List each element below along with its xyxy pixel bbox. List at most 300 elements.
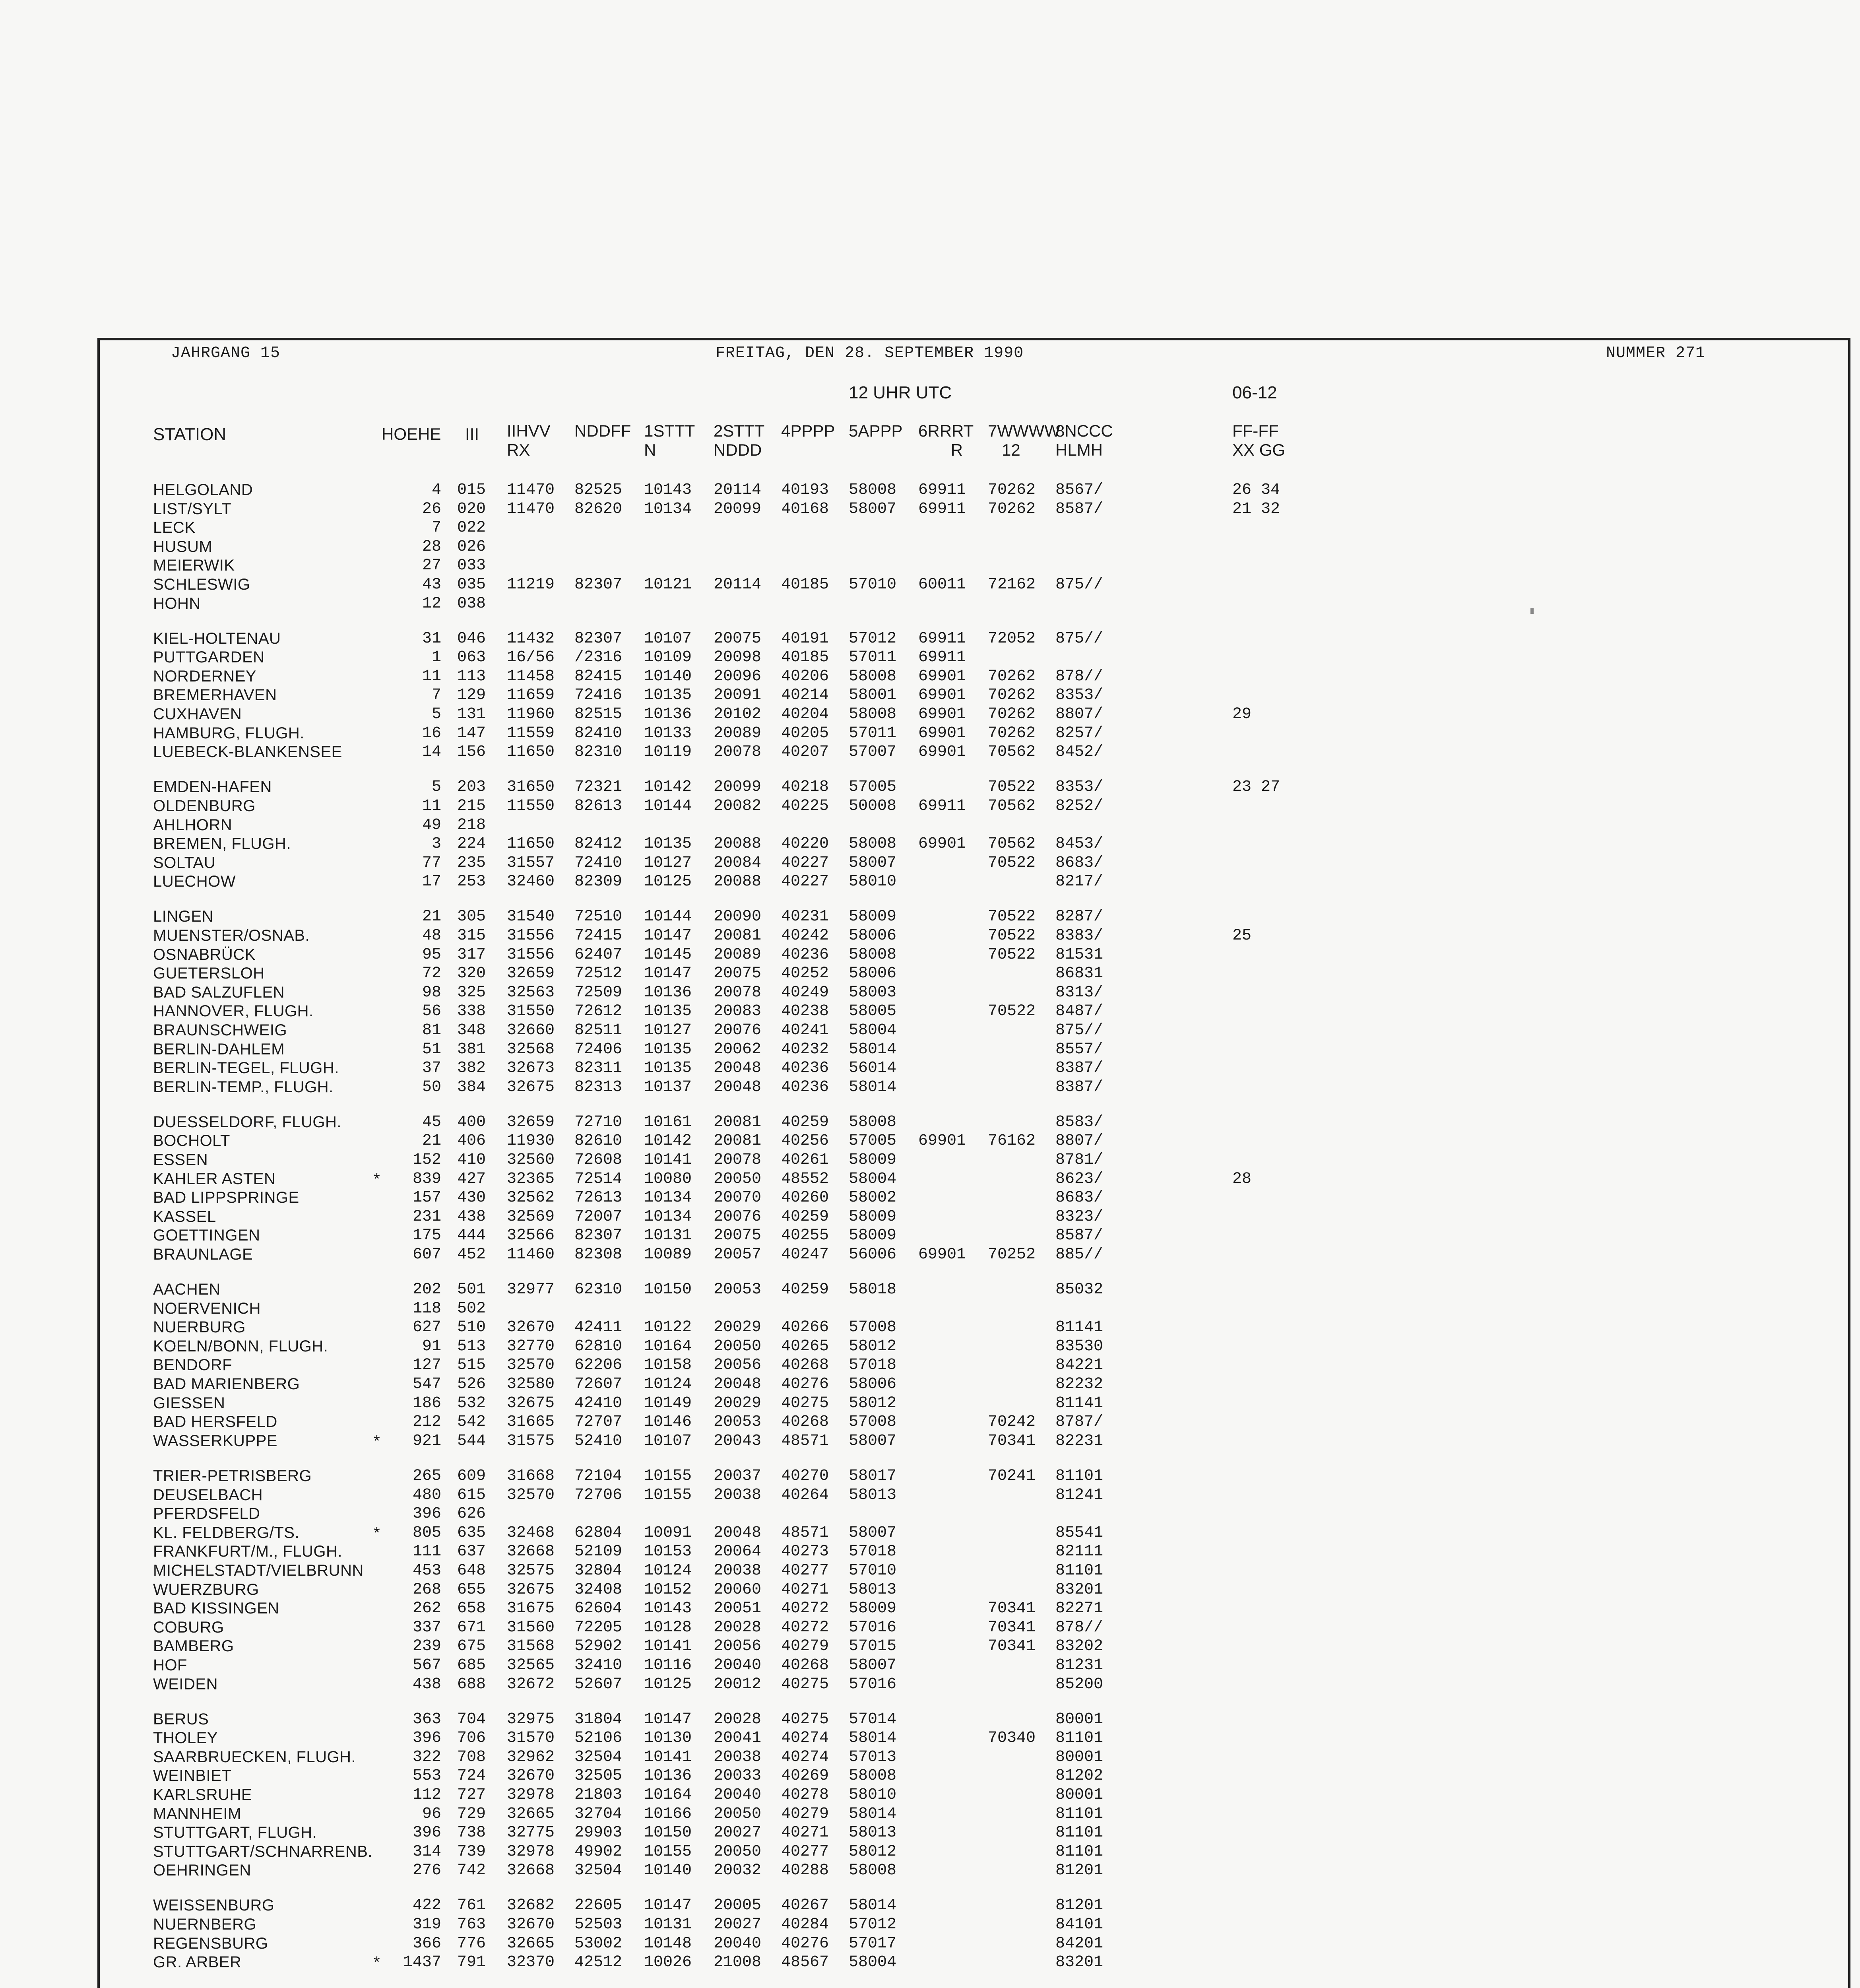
group-6: 58009 [849, 1208, 897, 1226]
group-5: 40277 [781, 1843, 829, 1861]
wind-gust: 25 [1232, 927, 1252, 945]
station-number: 658 [457, 1600, 486, 1617]
station-name: GOETTINGEN [153, 1227, 260, 1244]
table-row [0, 648, 1352, 668]
group-4: 20050 [714, 1338, 762, 1355]
group-1: 32570 [507, 1356, 555, 1374]
station-height: 43 [422, 576, 441, 594]
station-number: 708 [457, 1748, 486, 1766]
group-2: 82309 [574, 873, 623, 891]
station-height: 231 [412, 1208, 441, 1226]
group-9: 81101 [1055, 1824, 1104, 1842]
group-1: 32975 [507, 1710, 555, 1728]
group-4: 20041 [714, 1729, 762, 1747]
group-1: 11659 [507, 686, 555, 704]
group-9: 875// [1055, 576, 1104, 594]
group-1: 32569 [507, 1208, 555, 1226]
station-name: KL. FELDBERG/TS. [153, 1524, 300, 1541]
group-2: 62310 [574, 1281, 623, 1299]
group-6: 57008 [849, 1413, 897, 1431]
group-6: 58012 [849, 1338, 897, 1355]
group-7: 69911 [918, 500, 966, 518]
station-name: AHLHORN [153, 816, 233, 834]
station-height: 396 [412, 1824, 441, 1842]
station-number: 542 [457, 1413, 486, 1431]
station-name: LUEBECK-BLANKENSEE [153, 743, 342, 761]
group-1: 32365 [507, 1170, 555, 1188]
group-3: 10143 [644, 481, 692, 499]
table-row [0, 1862, 1352, 1881]
group-3: 10127 [644, 854, 692, 872]
station-height: 111 [412, 1543, 441, 1561]
group-5: 40204 [781, 705, 829, 723]
group-7: 69901 [918, 668, 966, 685]
group-9: 85200 [1055, 1675, 1104, 1693]
station-name: GR. ARBER [153, 1953, 242, 1971]
group-4: 20033 [714, 1767, 762, 1785]
group-9: 8683/ [1055, 1189, 1104, 1207]
station-height: 12 [422, 595, 441, 613]
group-8: 70522 [988, 854, 1036, 872]
group-6: 58013 [849, 1486, 897, 1504]
group-4: 20083 [714, 1002, 762, 1020]
group-4: 20038 [714, 1748, 762, 1766]
station-height: 152 [412, 1151, 441, 1169]
station-name: TRIER-PETRISBERG [153, 1467, 312, 1485]
group-1: 32665 [507, 1935, 555, 1953]
group-6: 58006 [849, 927, 897, 945]
station-height: 322 [412, 1748, 441, 1766]
station-name: GUETERSLOH [153, 965, 265, 982]
group-4: 20081 [714, 1132, 762, 1150]
group-6: 58014 [849, 1078, 897, 1096]
group-9: 81101 [1055, 1467, 1104, 1485]
group-1: 32977 [507, 1281, 555, 1299]
group-9: 8557/ [1055, 1041, 1104, 1058]
group-9: 885// [1055, 1246, 1104, 1264]
station-name: CUXHAVEN [153, 705, 242, 723]
station-number: 131 [457, 705, 486, 723]
group-8: 70262 [988, 686, 1036, 704]
group-8: 70341 [988, 1432, 1036, 1450]
group-5: 40249 [781, 984, 829, 1002]
table-row [0, 1524, 1352, 1543]
station-number: 515 [457, 1356, 486, 1374]
station-height: 7 [431, 686, 441, 704]
table-row [0, 1897, 1352, 1916]
group-6: 56006 [849, 1246, 897, 1264]
group-1: 11650 [507, 743, 555, 761]
group-3: 10128 [644, 1619, 692, 1637]
station-number: 147 [457, 724, 486, 742]
group-4: 20029 [714, 1394, 762, 1412]
scan-speck [1530, 608, 1534, 614]
group-2: 62604 [574, 1600, 623, 1617]
station-number: 020 [457, 500, 486, 518]
group-1: 32675 [507, 1394, 555, 1412]
station-name: NORDERNEY [153, 668, 257, 685]
table-row [0, 1600, 1352, 1619]
group-5: 40266 [781, 1318, 829, 1336]
station-name: WASSERKUPPE [153, 1432, 277, 1450]
group-8: 72052 [988, 630, 1036, 648]
group-5: 40236 [781, 946, 829, 964]
station-height: 16 [422, 724, 441, 742]
group-3: 10164 [644, 1338, 692, 1355]
group-3: 10147 [644, 1897, 692, 1914]
station-number: 317 [457, 946, 486, 964]
group-4: 20038 [714, 1562, 762, 1580]
group-3: 10149 [644, 1394, 692, 1412]
group-3: 10134 [644, 500, 692, 518]
group-2: 52503 [574, 1916, 623, 1934]
station-height: 112 [412, 1786, 441, 1804]
group-6: 58007 [849, 1432, 897, 1450]
table-row [0, 1338, 1352, 1357]
group-3: 10135 [644, 1059, 692, 1077]
station-height: 438 [412, 1675, 441, 1693]
group-1: 31568 [507, 1637, 555, 1655]
group-4: 20081 [714, 1113, 762, 1131]
group-6: 58014 [849, 1897, 897, 1914]
table-row [0, 1432, 1352, 1451]
group-4: 20038 [714, 1486, 762, 1504]
station-height: 127 [412, 1356, 441, 1374]
station-name: AACHEN [153, 1281, 221, 1298]
station-name: BAD KISSINGEN [153, 1600, 279, 1617]
group-8: 70252 [988, 1246, 1036, 1264]
date-label: FREITAG, DEN 28. SEPTEMBER 1990 [716, 344, 1024, 362]
group-3: 10136 [644, 1767, 692, 1785]
station-number: 761 [457, 1897, 486, 1914]
group-4: 20091 [714, 686, 762, 704]
table-row [0, 1729, 1352, 1748]
group-9: 8313/ [1055, 984, 1104, 1002]
station-number: 410 [457, 1151, 486, 1169]
group-3: 10140 [644, 1862, 692, 1879]
group-5: 40259 [781, 1113, 829, 1131]
group-2: 82515 [574, 705, 623, 723]
group-5: 40274 [781, 1729, 829, 1747]
station-number: 671 [457, 1619, 486, 1637]
group-3: 10137 [644, 1078, 692, 1096]
group-9: 81101 [1055, 1805, 1104, 1823]
group-6: 58014 [849, 1041, 897, 1058]
group-4: 20075 [714, 630, 762, 648]
group-3: 10127 [644, 1021, 692, 1039]
group-5: 40259 [781, 1281, 829, 1299]
group-6: 57015 [849, 1637, 897, 1655]
station-height: 11 [422, 668, 441, 685]
group-9: 85541 [1055, 1524, 1104, 1542]
group-2: 52109 [574, 1543, 623, 1561]
station-name: BAD HERSFELD [153, 1413, 277, 1431]
group-2: 72514 [574, 1170, 623, 1188]
group-9: 8287/ [1055, 908, 1104, 926]
group-2: 72406 [574, 1041, 623, 1058]
group-2: 82525 [574, 481, 623, 499]
group-2: 72608 [574, 1151, 623, 1169]
group-2: 52902 [574, 1637, 623, 1655]
table-row [0, 1318, 1352, 1338]
group-3: 10131 [644, 1916, 692, 1934]
station-height: 7 [431, 519, 441, 537]
table-row [0, 1953, 1352, 1972]
group-2: 82310 [574, 743, 623, 761]
group-6: 58004 [849, 1170, 897, 1188]
group-6: 57018 [849, 1356, 897, 1374]
station-height: 91 [422, 1338, 441, 1355]
table-row [0, 1505, 1352, 1524]
station-height: 56 [422, 1002, 441, 1020]
wind-gust: 29 [1232, 705, 1252, 723]
station-height: 26 [422, 500, 441, 518]
group-7: 69901 [918, 705, 966, 723]
station-number: 382 [457, 1059, 486, 1077]
group-1: 32668 [507, 1543, 555, 1561]
group-3: 10164 [644, 1786, 692, 1804]
group-5: 40279 [781, 1805, 829, 1823]
group-6: 58008 [849, 481, 897, 499]
group-3: 10140 [644, 668, 692, 685]
station-height: 49 [422, 816, 441, 834]
station-height: 366 [412, 1935, 441, 1953]
group-2: 72321 [574, 778, 623, 796]
station-number: 046 [457, 630, 486, 648]
group-1: 32568 [507, 1041, 555, 1058]
group-8: 70241 [988, 1467, 1036, 1485]
group-4: 20088 [714, 835, 762, 853]
group-4: 20048 [714, 1524, 762, 1542]
table-row [0, 816, 1352, 835]
group-2: 32804 [574, 1562, 623, 1580]
group-3: 10147 [644, 965, 692, 982]
table-row [0, 1375, 1352, 1394]
range-label: 06-12 [1232, 383, 1277, 402]
group-5: 40268 [781, 1656, 829, 1674]
group-1: 31560 [507, 1619, 555, 1637]
group-6: 58008 [849, 946, 897, 964]
group-3: 10142 [644, 778, 692, 796]
station-name: BRAUNLAGE [153, 1246, 253, 1263]
group-4: 20098 [714, 648, 762, 666]
group-4: 20088 [714, 873, 762, 891]
station-number: 738 [457, 1824, 486, 1842]
group-1: 31570 [507, 1729, 555, 1747]
station-number: 320 [457, 965, 486, 982]
group-4: 20027 [714, 1824, 762, 1842]
station-name: LECK [153, 519, 196, 536]
group-1: 11930 [507, 1132, 555, 1150]
station-name: MUENSTER/OSNAB. [153, 927, 310, 944]
table-row [0, 1041, 1352, 1060]
group-2: 72707 [574, 1413, 623, 1431]
group-9: 8487/ [1055, 1002, 1104, 1020]
table-row [0, 965, 1352, 984]
group-4: 20053 [714, 1413, 762, 1431]
group-5: 40206 [781, 668, 829, 685]
group-3: 10136 [644, 984, 692, 1002]
group-4: 20099 [714, 778, 762, 796]
station-number: 532 [457, 1394, 486, 1412]
group-1: 11470 [507, 500, 555, 518]
group-2: 42411 [574, 1318, 623, 1336]
group-3: 10135 [644, 835, 692, 853]
table-row [0, 1843, 1352, 1862]
station-name: NUERBURG [153, 1318, 246, 1336]
group-1: 32563 [507, 984, 555, 1002]
station-number: 763 [457, 1916, 486, 1934]
table-row [0, 1189, 1352, 1208]
group-4: 20005 [714, 1897, 762, 1914]
group-9: 8567/ [1055, 481, 1104, 499]
group-9: 8781/ [1055, 1151, 1104, 1169]
group-1: 32682 [507, 1897, 555, 1914]
table-row [0, 1824, 1352, 1843]
group-1: 32580 [507, 1375, 555, 1393]
group-1: 31650 [507, 778, 555, 796]
table-row [0, 1170, 1352, 1189]
station-number: 704 [457, 1710, 486, 1728]
group-4: 20060 [714, 1581, 762, 1599]
group-9: 81201 [1055, 1897, 1104, 1914]
group-1: 31668 [507, 1467, 555, 1485]
group-5: 40259 [781, 1208, 829, 1226]
station-number: 156 [457, 743, 486, 761]
station-number: 430 [457, 1189, 486, 1207]
group-7: 69901 [918, 1246, 966, 1264]
station-height: 96 [422, 1805, 441, 1823]
group-3: 10150 [644, 1824, 692, 1842]
group-2: 32410 [574, 1656, 623, 1674]
g8-column-header: 7WWWW 12 [988, 421, 1060, 459]
group-9: 84221 [1055, 1356, 1104, 1374]
group-7: 69901 [918, 686, 966, 704]
station-name: STUTTGART, FLUGH. [153, 1824, 317, 1841]
group-6: 58012 [849, 1394, 897, 1412]
group-2: 32704 [574, 1805, 623, 1823]
station-name: MANNHEIM [153, 1805, 241, 1823]
group-4: 20075 [714, 1227, 762, 1244]
table-row [0, 1486, 1352, 1505]
group-1: 31556 [507, 946, 555, 964]
group-8: 70262 [988, 481, 1036, 499]
group-4: 20081 [714, 927, 762, 945]
group-1: 11470 [507, 481, 555, 499]
group-5: 40227 [781, 854, 829, 872]
group-2: 52106 [574, 1729, 623, 1747]
table-row [0, 1300, 1352, 1319]
group-6: 57005 [849, 778, 897, 796]
station-number: 235 [457, 854, 486, 872]
group-6: 58009 [849, 908, 897, 926]
group-2: 42410 [574, 1394, 623, 1412]
mountain-marker: * [374, 1432, 380, 1450]
station-name: NUERNBERG [153, 1916, 257, 1933]
group-3: 10026 [644, 1953, 692, 1971]
group-4: 20084 [714, 854, 762, 872]
group-3: 10130 [644, 1729, 692, 1747]
station-number: 452 [457, 1246, 486, 1264]
table-row [0, 1562, 1352, 1581]
station-name: BREMERHAVEN [153, 686, 277, 704]
volume-label: JAHRGANG 15 [171, 344, 281, 362]
group-8: 76162 [988, 1132, 1036, 1150]
group-3: 10134 [644, 1189, 692, 1207]
station-name: BRAUNSCHWEIG [153, 1021, 287, 1039]
group-6: 58002 [849, 1189, 897, 1207]
station-name: BOCHOLT [153, 1132, 230, 1149]
station-number: 609 [457, 1467, 486, 1485]
table-row [0, 1675, 1352, 1695]
station-height: 14 [422, 743, 441, 761]
group-5: 40264 [781, 1486, 829, 1504]
group-6: 58004 [849, 1021, 897, 1039]
group-1: 32675 [507, 1581, 555, 1599]
g4-column-header: 2STTT NDDD [714, 421, 765, 459]
group-1: 31557 [507, 854, 555, 872]
group-3: 10143 [644, 1600, 692, 1617]
group-2: 72104 [574, 1467, 623, 1485]
group-5: 40220 [781, 835, 829, 853]
table-row [0, 1246, 1352, 1265]
station-number: 113 [457, 668, 486, 685]
group-1: 32670 [507, 1318, 555, 1336]
group-9: 84101 [1055, 1916, 1104, 1934]
group-8: 70522 [988, 1002, 1036, 1020]
station-name: BAD MARIENBERG [153, 1375, 300, 1393]
group-4: 20070 [714, 1189, 762, 1207]
group-2: 32504 [574, 1862, 623, 1879]
group-2: 82307 [574, 576, 623, 594]
station-height: 453 [412, 1562, 441, 1580]
station-name: KIEL-HOLTENAU [153, 630, 281, 647]
group-9: 86831 [1055, 965, 1104, 982]
group-2: 21803 [574, 1786, 623, 1804]
group-1: 32460 [507, 873, 555, 891]
table-row [0, 1394, 1352, 1413]
group-3: 10119 [644, 743, 692, 761]
group-6: 58017 [849, 1467, 897, 1485]
group-1: 32978 [507, 1786, 555, 1804]
group-2: 32504 [574, 1748, 623, 1766]
group-4: 20099 [714, 500, 762, 518]
group-2: 49902 [574, 1843, 623, 1861]
station-height: 805 [412, 1524, 441, 1542]
station-height: 175 [412, 1227, 441, 1244]
group-7: 69911 [918, 797, 966, 815]
group-5: 40275 [781, 1394, 829, 1412]
group-1: 11432 [507, 630, 555, 648]
station-number: 615 [457, 1486, 486, 1504]
station-name: PFERDSFELD [153, 1505, 260, 1522]
table-row [0, 705, 1352, 724]
station-name: SAARBRUECKEN, FLUGH. [153, 1748, 356, 1766]
group-4: 20053 [714, 1281, 762, 1299]
table-row [0, 519, 1352, 538]
group-3: 10125 [644, 1675, 692, 1693]
group-5: 40261 [781, 1151, 829, 1169]
station-name: DEUSELBACH [153, 1486, 263, 1504]
group-6: 58018 [849, 1281, 897, 1299]
group-5: 40270 [781, 1467, 829, 1485]
station-number: 348 [457, 1021, 486, 1039]
station-height: 202 [412, 1281, 441, 1299]
table-row [0, 854, 1352, 873]
group-6: 57007 [849, 743, 897, 761]
table-row [0, 1467, 1352, 1486]
time-label: 12 UHR UTC [849, 383, 952, 402]
